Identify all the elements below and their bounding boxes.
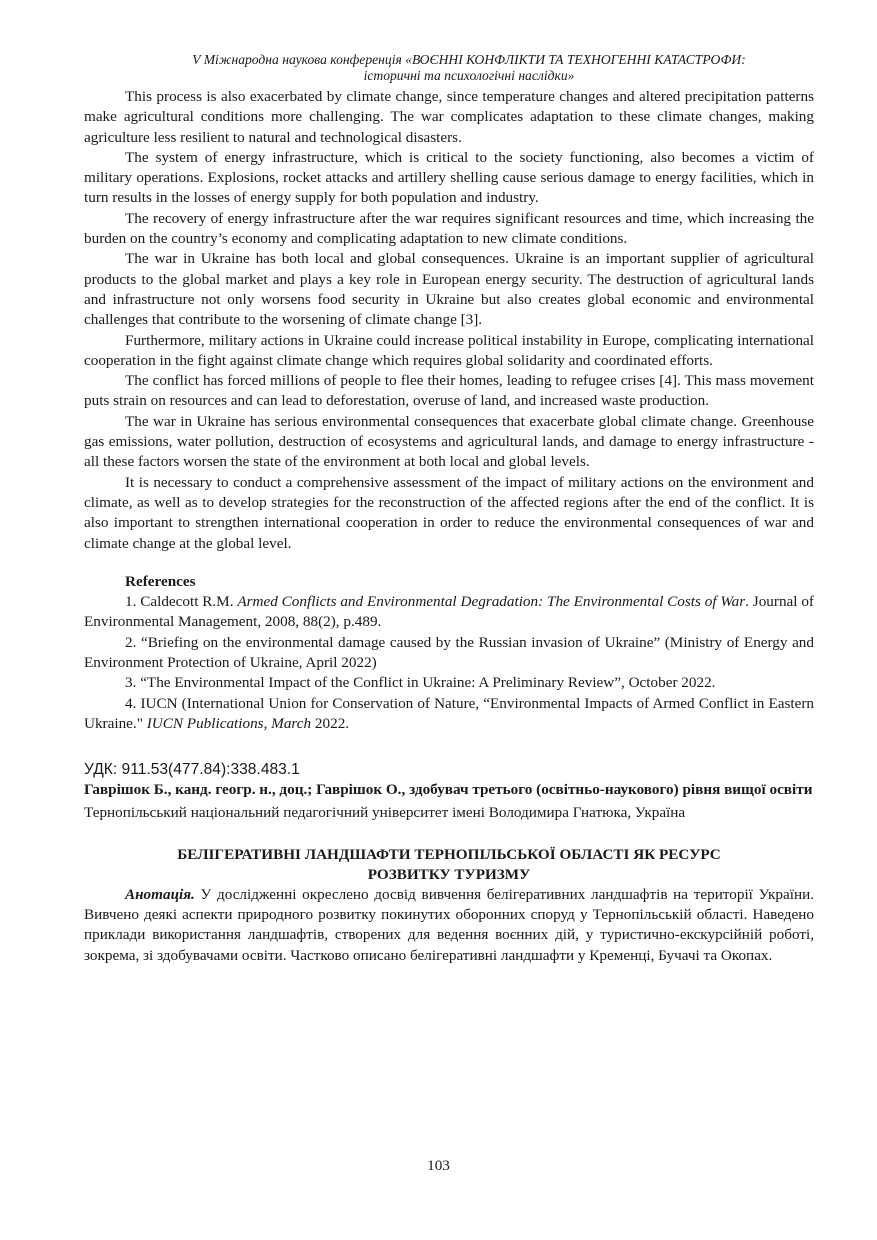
reference-italic-title: Armed Conflicts and Environmental Degradation: The Environmental Costs of War bbox=[237, 593, 746, 611]
body-paragraph: The war in Ukraine has serious environmental consequences that exacerbate global climate change. Greenhouse gas emissions, water pollution, destruction of ecosystems and agricultural lands, and damage to energy infrastructure - all these factors worsen the state of the environment at both local and global levels. bbox=[84, 412, 814, 471]
body-paragraph: Furthermore, military actions in Ukraine could increase political instability in Europe, complicating international cooperation in the fight against climate change which requires global solidarity and coordinated efforts. bbox=[84, 331, 814, 369]
body-paragraph: The recovery of energy infrastructure after the war requires significant resources and time, which increasing the burden on the country’s economy and complicating adaptation to new climate conditions. bbox=[84, 209, 814, 248]
body-paragraph: The system of energy infrastructure, which is critical to the society functioning, also becomes a victim of military operations. Explosions, rocket attacks and artillery shelling cause serious damage to energy facilities, which in turn results in the losses of energy supply for both population and industry. bbox=[84, 148, 814, 207]
body-paragraph: The conflict has forced millions of people to flee their homes, leading to refugee crises [4]. This mass movement puts strain on resources and can lead to deforestation, overuse of land, and increased waste production. bbox=[84, 372, 814, 410]
running-head-line-2: історичні та психологічні наслідки» bbox=[363, 68, 575, 83]
page-content bbox=[84, 52, 814, 966]
running-head-line-1: V Міжнародна наукова конференція «ВОЄННІ КОНФЛІКТИ ТА ТЕХНОГЕННІ КАТАСТРОФИ: bbox=[192, 52, 746, 67]
reference-item bbox=[84, 673, 814, 693]
reference-text: 2022. bbox=[311, 714, 350, 732]
references-heading: References bbox=[125, 572, 196, 590]
body-paragraph: The war in Ukraine has both local and global consequences. Ukraine is an important supplier of agricultural products to the global market and plays a key role in European energy security. The destruction of agricultural lands and infrastructure not only worsens food security in Ukraine but also creates global economic and environmental challenges that contribute to the worsening of climate change [3]. bbox=[84, 250, 814, 329]
authors: Гаврішок Б., канд. геогр. н., доц.; Гаврішок О., здобувач третього (освітньо-наукового) рівня вищої освіти bbox=[84, 781, 813, 799]
article-title-line-1: БЕЛІГЕРАТИВНІ ЛАНДШАФТИ ТЕРНОПІЛЬСЬКОЇ ОБЛАСТІ ЯК РЕСУРС bbox=[177, 845, 721, 863]
reference-item bbox=[84, 694, 814, 735]
reference-text: 4. IUCN (International Union for Conservation of Nature, “Environmental Impacts of Armed Conflict in Eastern Ukraine." bbox=[84, 694, 814, 732]
reference-text: 3. “The Environmental Impact of the Conflict in Ukraine: A Preliminary Review”, October 2022. bbox=[125, 674, 716, 692]
abstract-paragraph bbox=[84, 885, 814, 966]
udc-label: УДК: bbox=[84, 761, 122, 779]
running-head bbox=[84, 52, 814, 84]
reference-item bbox=[84, 592, 814, 633]
reference-text: 2. “Briefing on the environmental damage caused by the Russian invasion of Ukraine” (Ministry of Energy and Environment Protection of Ukraine, April 2022) bbox=[84, 633, 814, 672]
affiliation: Тернопільський національний педагогічний університет імені Володимира Гнатюка, Україна bbox=[84, 803, 686, 821]
reference-italic-title: IUCN Publications, March bbox=[146, 714, 312, 732]
article-title bbox=[84, 845, 814, 885]
article-title-line-2: РОЗВИТКУ ТУРИЗМУ bbox=[367, 865, 531, 883]
page-number: 103 bbox=[427, 1157, 450, 1174]
body-paragraph: This process is also exacerbated by climate change, since temperature changes and altered precipitation patterns make agricultural conditions more challenging. The war complicates adaptation to these climate changes, making agriculture less resilient to natural and technological disasters. bbox=[84, 88, 814, 146]
udc-code: 911.53(477.84):338.483.1 bbox=[121, 761, 300, 779]
reference-item bbox=[84, 633, 814, 674]
body-paragraph: It is necessary to conduct a comprehensive assessment of the impact of military actions on the environment and climate, as well as to develop strategies for the reconstruction of the affected regions after the end of the conflict. It is also important to strengthen international cooperation in order to reduce the environmental consequences of war and climate change at the global level. bbox=[84, 473, 814, 552]
abstract-text: У дослідженні окреслено досвід вивчення белігеративних ландшафтів на території України. Вивчено деякі аспекти природного розвитку покинутих оборонних споруд у Тернопільській області. Наведено приклади використання ландшафтів, створених для ведення воєнних дій, у туристично-екскурсійній роботі, зокрема, зі здобувачами освіти. Частково описано белігеративні ландшафти у Кременці, Бучачі та Окопах. bbox=[84, 885, 814, 964]
reference-text: 1. Caldecott R.M. bbox=[125, 593, 238, 611]
abstract-label: Анотація. bbox=[125, 885, 195, 903]
udc-line bbox=[84, 760, 814, 780]
reference-text: . Journal of Environmental Management, 2008, 88(2), p.489. bbox=[84, 593, 814, 631]
